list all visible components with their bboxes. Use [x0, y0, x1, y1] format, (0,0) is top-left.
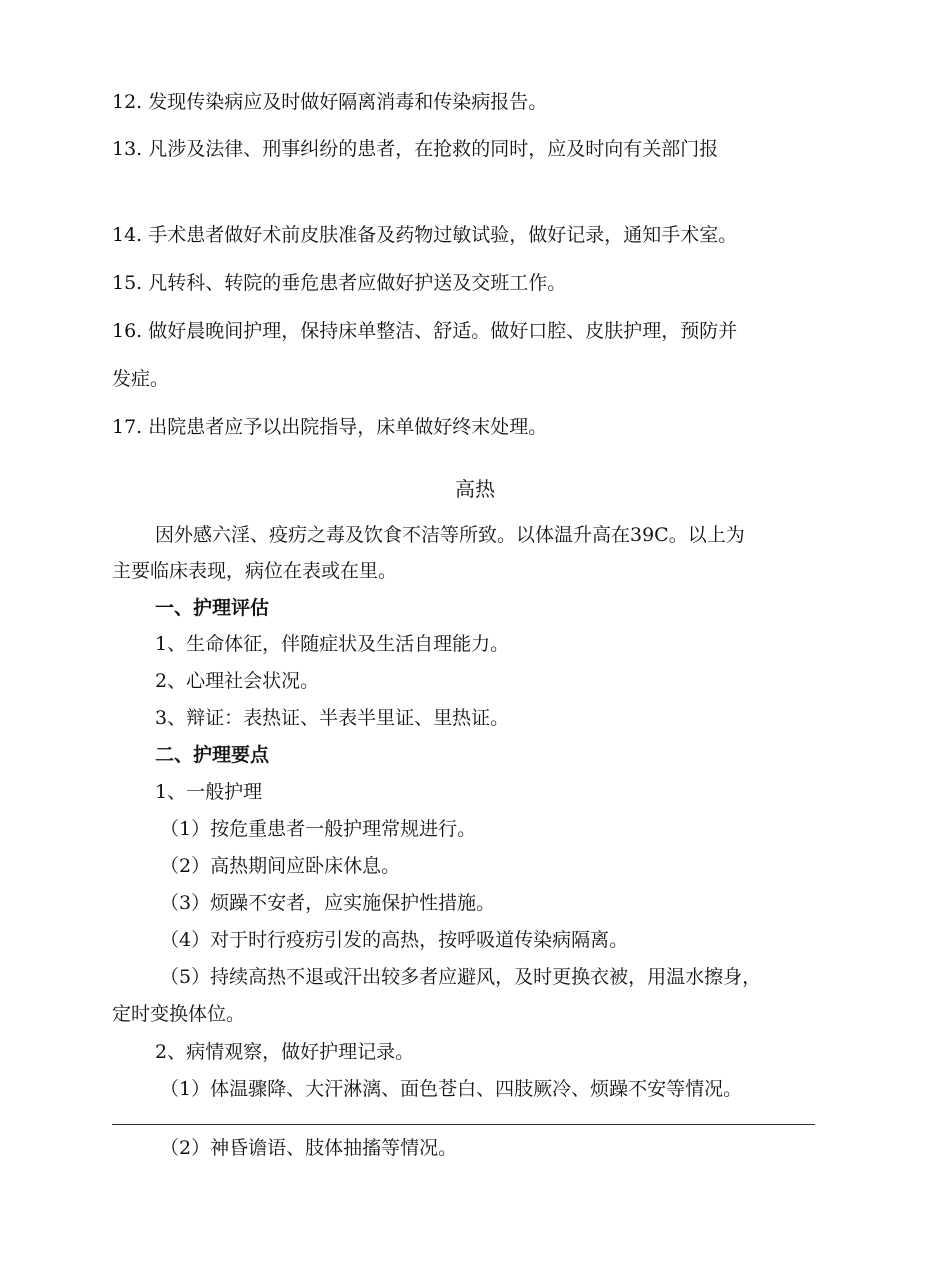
- intro-line-2: 主要临床表现，病位在表或在里。: [112, 560, 398, 582]
- item-15: 15. 凡转科、转院的垂危患者应做好护送及交班工作。: [112, 272, 567, 294]
- item-17: 17. 出院患者应予以出院指导，床单做好终末处理。: [112, 416, 548, 438]
- intro-line-1: 因外感六淫、疫疠之毒及饮食不洁等所致。以体温升高在39C。以上为: [155, 524, 745, 546]
- assess-item-1: 1、生命体征，伴随症状及生活自理能力。: [155, 633, 510, 655]
- general-item-5: （5）持续高热不退或汗出较多者应避风，及时更换衣被，用温水擦身，: [160, 966, 762, 988]
- observation-item-1: （1）体温骤降、大汗淋漓、面色苍白、四肢厥冷、烦躁不安等情况。: [160, 1078, 743, 1100]
- item-16-cont: 发症。: [112, 368, 170, 390]
- item-14: 14. 手术患者做好术前皮肤准备及药物过敏试验，做好记录，通知手术室。: [112, 224, 738, 246]
- heading-key-points: 二、护理要点: [155, 744, 270, 766]
- general-item-2: （2）高热期间应卧床休息。: [160, 855, 401, 877]
- item-16: 16. 做好晨晚间护理，保持床单整洁、舒适。做好口腔、皮肤护理，预防并: [112, 320, 738, 342]
- divider: [112, 1124, 815, 1125]
- observation-item-2: （2）神昏谵语、肢体抽搐等情况。: [160, 1137, 458, 1159]
- general-item-5-cont: 定时变换体位。: [112, 1003, 246, 1025]
- assess-item-2: 2、心理社会状况。: [155, 670, 320, 692]
- heading-assessment: 一、护理评估: [155, 597, 270, 619]
- item-13: 13. 凡涉及法律、刑事纠纷的患者，在抢救的同时，应及时向有关部门报: [112, 138, 719, 160]
- section-title: 高热: [455, 477, 495, 501]
- general-item-3: （3）烦躁不安者，应实施保护性措施。: [160, 892, 496, 914]
- assess-item-3: 3、辩证：表热证、半表半里证、里热证。: [155, 707, 510, 729]
- general-item-1: （1）按危重患者一般护理常规进行。: [160, 818, 477, 840]
- item-12: 12. 发现传染病应及时做好隔离消毒和传染病报告。: [112, 91, 548, 113]
- observation-label: 2、病情观察，做好护理记录。: [155, 1041, 415, 1063]
- general-item-4: （4）对于时行疫疠引发的高热，按呼吸道传染病隔离。: [160, 929, 629, 951]
- general-care-label: 1、一般护理: [155, 781, 263, 803]
